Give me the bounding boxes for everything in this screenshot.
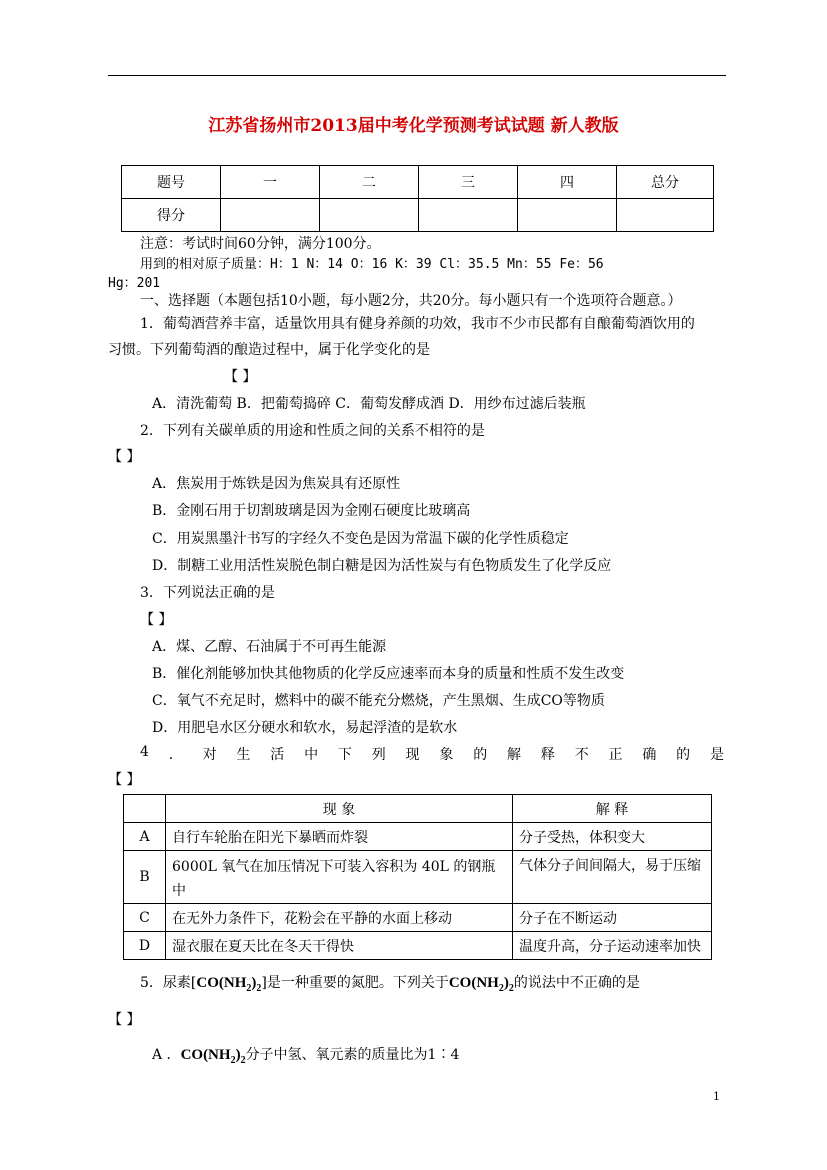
- score-input[interactable]: [419, 199, 518, 232]
- table-cell: [124, 795, 166, 823]
- option: C．氧气不充足时，燃料中的碳不能充分燃烧，产生黑烟、生成CO等物质: [152, 693, 605, 709]
- option: A．煤、乙醇、石油属于不可再生能源: [152, 639, 387, 655]
- stem-char: 生: [236, 747, 251, 763]
- subscript: 2: [498, 983, 504, 994]
- atomic-mass-line: Hg：201: [108, 276, 161, 291]
- stem-char: 现: [405, 747, 420, 763]
- score-input[interactable]: [221, 199, 320, 232]
- page-title: 江苏省扬州市2013届中考化学预测考试试题 新人教版: [208, 116, 619, 136]
- option-prefix: A ．: [152, 1047, 181, 1063]
- stem-char: ．: [168, 747, 183, 763]
- stem-char: 中: [304, 747, 319, 763]
- row-label: D: [124, 932, 166, 960]
- answer-bracket[interactable]: 【 】: [108, 1012, 141, 1028]
- option: D．制糖工业用活性炭脱色制白糖是因为活性炭与有色物质发生了化学反应: [152, 558, 612, 574]
- formula-text: ): [235, 1047, 241, 1063]
- exam-notice: 注意：考试时间60分钟，满分100分。: [140, 236, 381, 252]
- explanation-cell: 分子在不断运动: [513, 904, 712, 932]
- answer-bracket[interactable]: 【 】: [224, 369, 257, 385]
- atomic-mass-line: 用到的相对原子质量：H：1 N：14 O：16 K：39 Cl：35.5 Mn：55 Fe：56: [140, 257, 604, 272]
- phenomenon-cell: 湿衣服在夏天比在冬天干得快: [166, 932, 513, 960]
- formula-text: ): [251, 975, 257, 991]
- table-row: [122, 166, 714, 199]
- section-heading: 一、选择题（本题包括10小题，每小题2分，共20分。每小题只有一个选项符合题意。）: [140, 293, 682, 309]
- table-row: [122, 199, 714, 232]
- table-row: [124, 823, 712, 851]
- stem-char: 活: [270, 747, 285, 763]
- answer-bracket[interactable]: 【 】: [108, 772, 141, 788]
- stem-text: 5．尿素[: [140, 975, 197, 991]
- score-input[interactable]: [617, 199, 714, 232]
- row-label: B: [124, 851, 166, 904]
- option-text: 分子中氢、氧元素的质量比为1∶4: [245, 1047, 460, 1063]
- subscript: 2: [508, 983, 514, 994]
- phenomenon-table: [123, 794, 712, 960]
- formula: [180, 1047, 246, 1066]
- table-cell: 题号: [122, 166, 221, 199]
- score-table: [121, 165, 714, 232]
- stem-char: 列: [371, 747, 386, 763]
- question-1-options: A．清洗葡萄 B．把葡萄捣碎 C．葡萄发酵成酒 D．用纱布过滤后装瓶: [152, 396, 586, 412]
- stem-char: 正: [608, 747, 623, 763]
- table-cell: 总分: [617, 166, 714, 199]
- formula: [448, 975, 514, 994]
- answer-bracket[interactable]: 【 】: [108, 449, 141, 465]
- row-label: C: [124, 904, 166, 932]
- table-row: [124, 904, 712, 932]
- table-cell: 三: [419, 166, 518, 199]
- stem-char: 4: [140, 744, 149, 760]
- subscript: 2: [240, 1055, 246, 1066]
- question-2-stem: 2．下列有关碳单质的用途和性质之间的关系不相符的是: [140, 423, 485, 439]
- table-row: [124, 932, 712, 960]
- formula: [196, 975, 262, 994]
- formula-text: CO(NH: [448, 975, 499, 991]
- score-input[interactable]: [518, 199, 617, 232]
- option: B．金刚石用于切割玻璃是因为金刚石硬度比玻璃高: [152, 503, 471, 519]
- table-cell: 四: [518, 166, 617, 199]
- table-row: [124, 795, 712, 823]
- option: C．用炭黑墨汁书写的字经久不变色是因为常温下碳的化学性质稳定: [152, 531, 569, 547]
- stem-text: 的说法中不正确的是: [513, 975, 640, 991]
- score-input[interactable]: [320, 199, 419, 232]
- option: A．焦炭用于炼铁是因为焦炭具有还原性: [152, 476, 401, 492]
- stem-char: 是: [710, 747, 724, 763]
- stem-text: ]是一种重要的氮肥。下列关于: [261, 975, 449, 991]
- explanation-cell: 温度升高，分子运动速率加快: [513, 932, 712, 960]
- phenomenon-cell: 自行车轮胎在阳光下暴晒而炸裂: [166, 823, 513, 851]
- formula-text: CO(NH: [196, 975, 247, 991]
- page-number: 1: [713, 1090, 720, 1103]
- subscript: 2: [256, 983, 262, 994]
- stem-char: 解: [507, 747, 522, 763]
- table-row: [124, 851, 712, 904]
- question-4-stem: [140, 744, 724, 764]
- stem-char: 释: [540, 747, 555, 763]
- row-label: A: [124, 823, 166, 851]
- stem-char: 不: [574, 747, 589, 763]
- subscript: 2: [246, 983, 252, 994]
- table-header: 现 象: [166, 795, 513, 823]
- explanation-cell: 分子受热，体积变大: [513, 823, 712, 851]
- header-rule: [108, 75, 726, 76]
- table-cell: 得分: [122, 199, 221, 232]
- phenomenon-cell: 在无外力条件下，花粉会在平静的水面上移动: [166, 904, 513, 932]
- stem-char: 确: [642, 747, 657, 763]
- table-header: 解 释: [513, 795, 712, 823]
- cell-line: 6000L 氧气在加压情况下可装入容积为 40L 的钢瓶: [172, 859, 496, 875]
- explanation-cell: 气体分子间间隔大，易于压缩: [513, 851, 712, 904]
- stem-char: 的: [676, 747, 691, 763]
- question-3-stem: 3．下列说法正确的是: [140, 585, 275, 601]
- question-1-stem: 1．葡萄酒营养丰富，适量饮用具有健身养颜的功效，我市不少市民都有自酿葡萄酒饮用的: [140, 316, 695, 332]
- stem-char: 的: [473, 747, 488, 763]
- formula-text: ): [503, 975, 509, 991]
- stem-char: 对: [202, 747, 217, 763]
- option: D．用肥皂水区分硬水和软水，易起浮渣的是软水: [152, 720, 458, 736]
- stem-char: 象: [439, 747, 454, 763]
- formula-text: CO(NH: [180, 1047, 231, 1063]
- table-cell: 二: [320, 166, 419, 199]
- table-cell: 一: [221, 166, 320, 199]
- question-1-stem: 习惯。下列葡萄酒的酿造过程中，属于化学变化的是: [108, 342, 430, 358]
- cell-line: 中: [172, 883, 186, 899]
- stem-char: 下: [337, 747, 352, 763]
- subscript: 2: [230, 1055, 236, 1066]
- phenomenon-cell: [166, 851, 513, 904]
- option: B．催化剂能够加快其他物质的化学反应速率而本身的质量和性质不发生改变: [152, 666, 625, 682]
- question-5-stem: [140, 972, 640, 994]
- option: [152, 1044, 459, 1066]
- answer-bracket[interactable]: 【 】: [140, 612, 173, 628]
